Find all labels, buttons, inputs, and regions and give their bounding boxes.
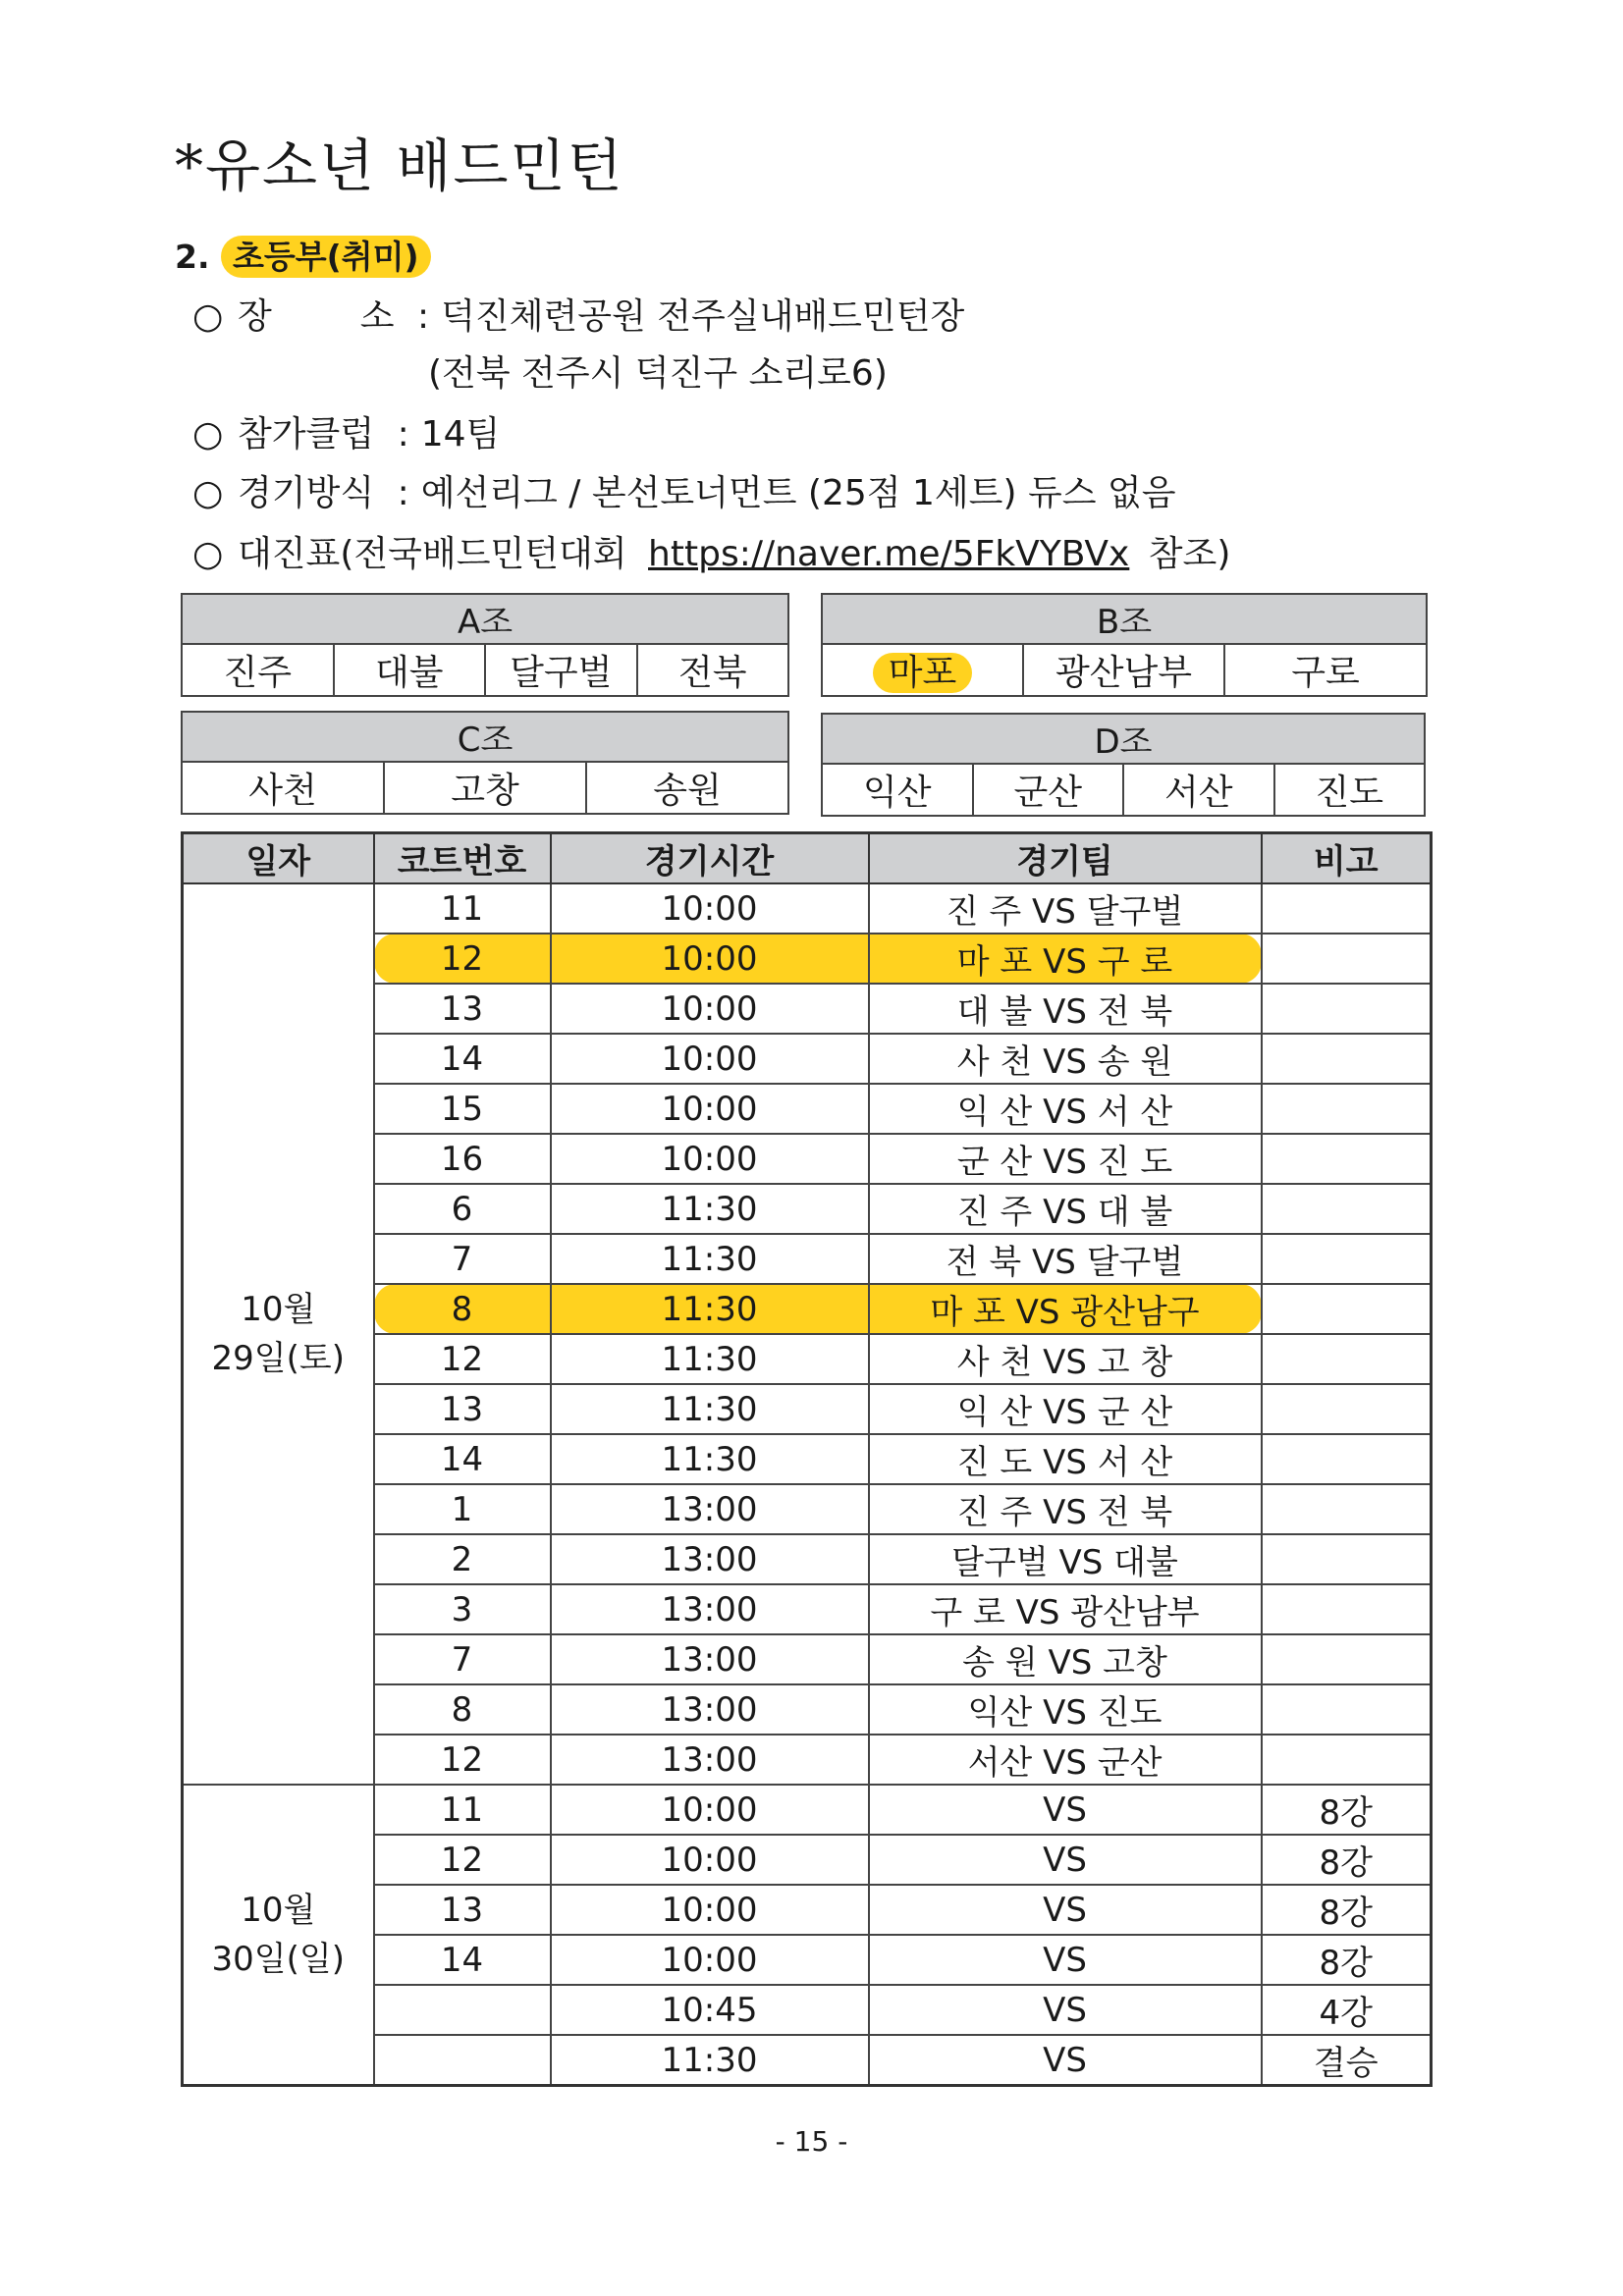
match-cell: 사 천 VS 고 창 [869, 1334, 1262, 1384]
match-cell: 대 불 VS 전 북 [869, 984, 1262, 1034]
format-label: 경기방식 [238, 473, 375, 513]
note-cell: 8강 [1262, 1835, 1432, 1885]
time-cell: 10:00 [551, 1034, 869, 1084]
team-cell: 광산남부 [1023, 644, 1224, 696]
note-cell [1262, 1684, 1432, 1735]
court-cell: 12 [374, 1334, 551, 1384]
team-cell: 고창 [384, 762, 586, 814]
section-number: 2. [175, 238, 210, 276]
schedule-header-row [183, 833, 1432, 884]
match-cell: 진 주 VS 대 불 [869, 1184, 1262, 1234]
note-cell [1262, 1284, 1432, 1334]
court-cell: 11 [374, 883, 551, 934]
match-cell: 전 북 VS 달구벌 [869, 1234, 1262, 1284]
court-cell: 12 [374, 1835, 551, 1885]
time-cell: 10:45 [551, 1985, 869, 2035]
time-cell: 11:30 [551, 1434, 869, 1484]
match-cell: 진 주 VS 달구벌 [869, 883, 1262, 934]
colon: : [397, 473, 409, 513]
bullet-icon: ○ [192, 534, 224, 574]
format-line [192, 465, 1176, 515]
note-cell: 결승 [1262, 2035, 1432, 2086]
table-row [183, 883, 1432, 934]
header-date: 일자 [183, 833, 374, 884]
group-a-name: A조 [182, 594, 788, 644]
note-cell [1262, 1434, 1432, 1484]
bracket-link[interactable]: https://naver.me/5FkVYBVx [648, 534, 1130, 574]
time-cell: 10:00 [551, 1935, 869, 1985]
team-cell-highlighted [822, 644, 1023, 696]
format-value: 예선리그 / 본선토너먼트 (25점 1세트) 듀스 없음 [420, 473, 1176, 513]
header-note: 비고 [1262, 833, 1432, 884]
schedule-table [181, 831, 1433, 2087]
time-cell: 10:00 [551, 1785, 869, 1835]
team-cell: 구로 [1224, 644, 1427, 696]
page-title: *유소년 배드민턴 [175, 133, 624, 199]
date-day: 30일(일) [211, 1940, 345, 1979]
team-cell: 진주 [182, 644, 334, 696]
time-cell: 11:30 [551, 2035, 869, 2086]
clubs-value: 14팀 [420, 414, 501, 454]
team-cell: 진도 [1274, 764, 1426, 816]
court-cell: 13 [374, 1885, 551, 1935]
court-cell: 13 [374, 1384, 551, 1434]
bracket-prefix: 대진표(전국배드민턴대회 [238, 534, 627, 574]
time-cell: 10:00 [551, 1134, 869, 1184]
court-cell: 7 [374, 1234, 551, 1284]
match-cell: 서산 VS 군산 [869, 1735, 1262, 1785]
court-cell: 3 [374, 1584, 551, 1634]
note-cell [1262, 1234, 1432, 1284]
header-time: 경기시간 [551, 833, 869, 884]
court-cell: 7 [374, 1634, 551, 1684]
match-cell: VS [869, 1935, 1262, 1985]
group-d-table [821, 713, 1426, 817]
match-cell: 익산 VS 진도 [869, 1684, 1262, 1735]
time-cell: 10:00 [551, 883, 869, 934]
court-cell: 8 [374, 1684, 551, 1735]
team-cell: 사천 [182, 762, 384, 814]
team-cell: 달구벌 [485, 644, 637, 696]
note-cell [1262, 1134, 1432, 1184]
match-cell: VS [869, 1785, 1262, 1835]
court-cell: 12 [374, 1735, 551, 1785]
clubs-label: 참가클럽 [238, 414, 375, 454]
colon: : [397, 414, 409, 454]
time-cell: 13:00 [551, 1584, 869, 1634]
group-c-name: C조 [182, 712, 788, 762]
time-cell: 13:00 [551, 1735, 869, 1785]
bullet-icon: ○ [192, 414, 224, 454]
note-cell: 8강 [1262, 1935, 1432, 1985]
header-match: 경기팀 [869, 833, 1262, 884]
header-court: 코트번호 [374, 833, 551, 884]
group-c-table [181, 711, 789, 815]
time-cell: 10:00 [551, 1084, 869, 1134]
time-cell: 10:00 [551, 1835, 869, 1885]
court-cell: 6 [374, 1184, 551, 1234]
match-cell: VS [869, 2035, 1262, 2086]
match-cell: 익 산 VS 군 산 [869, 1384, 1262, 1434]
highlighted-team: 마포 [873, 653, 973, 693]
time-cell: 11:30 [551, 1334, 869, 1384]
note-cell [1262, 1034, 1432, 1084]
bracket-suffix: 참조) [1148, 534, 1231, 574]
court-cell: 14 [374, 1434, 551, 1484]
group-b-table [821, 593, 1428, 697]
note-cell [1262, 1584, 1432, 1634]
note-cell [1262, 1634, 1432, 1684]
note-cell [1262, 1334, 1432, 1384]
team-cell: 대불 [334, 644, 486, 696]
match-cell: 마 포 VS 광산남구 [869, 1284, 1262, 1334]
match-cell: 익 산 VS 서 산 [869, 1084, 1262, 1134]
note-cell [1262, 1084, 1432, 1134]
note-cell [1262, 1184, 1432, 1234]
team-cell: 송원 [586, 762, 788, 814]
group-b-name: B조 [822, 594, 1427, 644]
court-cell [374, 2035, 551, 2086]
court-cell: 1 [374, 1484, 551, 1534]
court-cell: 2 [374, 1534, 551, 1584]
note-cell [1262, 934, 1432, 984]
date-month: 10월 [241, 1290, 316, 1329]
court-cell: 8 [374, 1284, 551, 1334]
court-cell: 14 [374, 1935, 551, 1985]
note-cell: 8강 [1262, 1785, 1432, 1835]
time-cell: 11:30 [551, 1284, 869, 1334]
time-cell: 10:00 [551, 934, 869, 984]
time-cell: 11:30 [551, 1384, 869, 1434]
venue-label-2: 소 [359, 296, 395, 337]
time-cell: 13:00 [551, 1484, 869, 1534]
match-cell: 구 로 VS 광산남부 [869, 1584, 1262, 1634]
group-a-table [181, 593, 789, 697]
court-cell: 14 [374, 1034, 551, 1084]
page-number: - 15 - [775, 2125, 848, 2158]
venue-line [192, 289, 964, 339]
court-cell [374, 1985, 551, 2035]
note-cell [1262, 984, 1432, 1034]
team-cell: 군산 [973, 764, 1124, 816]
bracket-line [192, 526, 1230, 576]
match-cell: 달구벌 VS 대불 [869, 1534, 1262, 1584]
court-cell: 15 [374, 1084, 551, 1134]
match-cell: VS [869, 1835, 1262, 1885]
section-heading [175, 232, 431, 278]
table-row [183, 1785, 1432, 1835]
note-cell [1262, 1534, 1432, 1584]
match-cell: 마 포 VS 구 로 [869, 934, 1262, 984]
date-cell [183, 1785, 374, 2086]
colon: : [417, 296, 430, 337]
court-cell: 16 [374, 1134, 551, 1184]
note-cell [1262, 1484, 1432, 1534]
time-cell: 10:00 [551, 1885, 869, 1935]
note-cell [1262, 883, 1432, 934]
venue-value: 덕진체련공원 전주실내배드민턴장 [441, 296, 965, 337]
court-cell: 12 [374, 934, 551, 984]
note-cell: 8강 [1262, 1885, 1432, 1935]
note-cell: 4강 [1262, 1985, 1432, 2035]
time-cell: 13:00 [551, 1534, 869, 1584]
time-cell: 11:30 [551, 1184, 869, 1234]
court-cell: 13 [374, 984, 551, 1034]
match-cell: 진 주 VS 전 북 [869, 1484, 1262, 1534]
match-cell: VS [869, 1885, 1262, 1935]
note-cell [1262, 1384, 1432, 1434]
team-cell: 전북 [637, 644, 789, 696]
venue-label-1: 장 [238, 296, 272, 337]
group-d-name: D조 [822, 714, 1425, 764]
match-cell: 진 도 VS 서 산 [869, 1434, 1262, 1484]
time-cell: 10:00 [551, 984, 869, 1034]
match-cell: 군 산 VS 진 도 [869, 1134, 1262, 1184]
venue-address: (전북 전주시 덕진구 소리로6) [428, 353, 888, 394]
time-cell: 11:30 [551, 1234, 869, 1284]
bullet-icon: ○ [192, 296, 224, 337]
court-cell: 11 [374, 1785, 551, 1835]
team-cell: 익산 [822, 764, 973, 816]
clubs-line [192, 406, 500, 456]
match-cell: VS [869, 1985, 1262, 2035]
date-month: 10월 [241, 1891, 316, 1930]
section-name: 초등부(취미) [221, 236, 431, 278]
bullet-icon: ○ [192, 473, 224, 513]
match-cell: 사 천 VS 송 원 [869, 1034, 1262, 1084]
note-cell [1262, 1735, 1432, 1785]
date-cell [183, 883, 374, 1785]
time-cell: 13:00 [551, 1634, 869, 1684]
team-cell: 서산 [1123, 764, 1274, 816]
match-cell: 송 원 VS 고창 [869, 1634, 1262, 1684]
date-day: 29일(토) [211, 1339, 345, 1378]
time-cell: 13:00 [551, 1684, 869, 1735]
